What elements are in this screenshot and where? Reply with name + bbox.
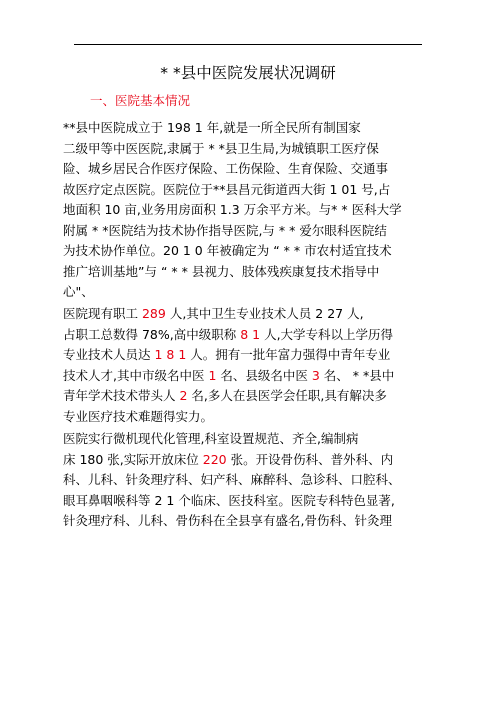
text-line [63,366,435,387]
highlighted-number: 1 8 1 [154,347,187,362]
text-line [63,386,435,407]
text-line [63,325,435,346]
text-segment: 技术人才,其中市级名中医 [63,367,209,383]
text-segment: 针灸理疗科、儿科、骨伤科在全县享有盛名,骨伤科、针灸理 [63,513,392,528]
text-segment: 名、县级名中医 [216,367,312,383]
text-line [63,407,435,428]
section-heading: 一、医院基本情况 [90,93,191,108]
text-line [63,491,435,512]
text-line [63,450,435,471]
text-line [63,304,435,325]
text-segment: 科、儿科、针灸理疗科、妇产科、麻醉科、急诊科、口腔科、 [63,472,401,487]
text-segment: 占职工总数得 78%,高中级职称 [63,326,241,342]
text-line [63,470,435,491]
highlighted-number: 3 [311,367,320,383]
text-line: 二级甲等中医医院,隶属于 * *县卫生局,为城镇职工医疗保 [63,140,379,156]
paragraph-staff [63,304,435,427]
text-line: 故医疗定点医院。医院位于**县昌元街道西大街 1 01 号,占 [63,181,391,197]
text-segment: 青年学术技术带头人 [63,388,180,403]
text-segment: 名、 * *县中 [319,367,395,383]
text-segment: 名,多人在县医学会任职,具有解决多 [187,388,387,403]
text-segment: 眼耳鼻咽喉科等 2 1 个临床、医技科室。医院专科特色显著, [63,492,395,508]
highlighted-number: 1 [208,367,217,383]
text-line: 心"、 [63,284,94,299]
text-segment: 张。开设骨伤科、普外科、内 [226,451,394,467]
highlighted-number: 2 [179,388,188,403]
text-segment: 医院实行微机现代化管理,科室设置规范、齐全,编制病 [63,431,359,446]
text-segment: 人,其中卫生专业技术人员 2 27 人, [165,306,364,321]
header-rule [74,44,422,45]
text-line: 险、城乡居民合作医疗保险、工伤保险、生育保险、交通事 [63,161,389,176]
text-line: 推广培训基地”与 “ * * 县视力、肢体残疾康复技术指导中 [63,263,380,279]
text-line: 为技术协作单位。20 1 0 年被确定为 “ * * 市农村适宜技术 [63,243,392,258]
text-line [63,345,435,366]
text-segment: 医院现有职工 [63,306,142,321]
text-line: 附属 * *医院结为技术协作指导医院,与 * * 爱尔眼科医院结 [63,222,387,238]
highlighted-number: 8 1 [240,326,261,342]
paragraph-basic-info [63,118,435,303]
text-segment: 专业技术人员达 [63,347,155,362]
text-segment: 人,大学专科以上学历得 [260,326,394,342]
text-line: 地面积 10 亩,业务用房面积 1.3 万余平方米。与* * 医科大学 [63,202,402,217]
text-segment: 床 180 张,实际开放床位 [63,451,203,467]
text-line [63,511,435,532]
text-line: **县中医院成立于 198 1 年,就是一所全民所有制国家 [63,120,361,135]
highlighted-number: 220 [202,451,227,467]
document-title: * *县中医院发展状况调研 [160,64,336,82]
paragraph-management [63,429,435,532]
text-line [63,429,435,450]
text-segment: 人。拥有一批年富力强得中青年专业 [186,347,391,362]
highlighted-number: 289 [141,306,166,321]
text-segment: 专业医疗技术难题得实力。 [63,408,214,424]
